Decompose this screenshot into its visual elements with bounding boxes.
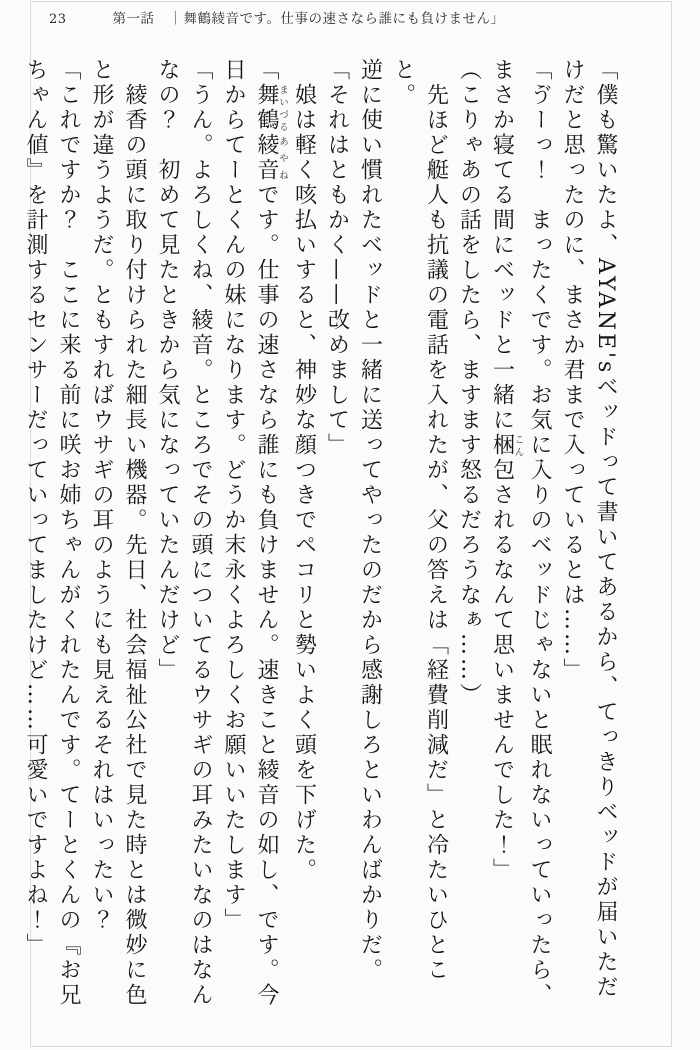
chapter-title: 舞鶴綾音です。仕事の速さなら誰にも負けません」 [183, 11, 505, 27]
text-line: 先ほど艇人も抗議の電話を入れたが、父の答えは「経費削減だ」と冷たいひとこと。 [390, 58, 449, 983]
text-line: 「うん。よろしくね、綾音。ところでその頭についてるウサギの耳みたいなのはなん [188, 58, 213, 1008]
ruby-annotated-text: 舞鶴まいづる [254, 83, 288, 133]
ruby-annotated-text: 梱こん [489, 433, 524, 458]
text-line: なの？ 初めて見たときから気になっていたんだけど」 [155, 58, 180, 683]
text-line: 綾香の頭に取り付けられた細長い機器。先日、社会福祉公社で見た時とは微妙に色 [122, 58, 147, 1008]
body-text [19, 58, 622, 1014]
text-line: 「僕も驚いたよ、AYANE'sベッドって書いてあるから、てっきりベッドが届いただ [593, 58, 618, 1001]
text-line: 逆に使い慣れたベッドと一緒に送ってやったのだから感謝しろといわんばかりだ。 [357, 58, 383, 983]
text-line: 「それはともかく——改めまして」 [324, 58, 350, 458]
text-line: まさか寝てる間にベッドと一緒に梱こん包されるなんて思いませんでした！」 [489, 58, 524, 883]
text-line: （こりゃあの話をしたら、ますます怒るだろうなぁ……） [456, 58, 482, 708]
text-line: 日からてーとくんの妹になります。どうか末永くよろしくお願いいたします」 [221, 58, 246, 933]
text-line: と形が違うようだ。ともすればウサギの耳のようにも見えるそれはいったい？ [89, 58, 114, 933]
chapter-label: 第一話 [112, 11, 155, 27]
chapter-divider: ｜ [168, 11, 183, 27]
page-number: 23 [49, 12, 67, 27]
text-line: 娘は軽く咳払いすると、神妙な顔つきでペコリと勢いよく頭を下げた。 [291, 58, 317, 883]
running-header [49, 7, 504, 27]
text-line: 「舞鶴まいづる綾音あやねです。仕事の速さなら誰にも負けません。速きこと綾音の如し、です。今 [254, 58, 288, 1008]
text-line: けだと思ったのに、まさか君まで入っているとは……」 [560, 58, 585, 683]
text-line: 「ゔーっ！ まったくです。お気に入りのベッドじゃないと眠れないっていったら、 [527, 58, 552, 1008]
text-line: 「これですか？ ここに来る前に咲お姉ちゃんがくれたんです。てーとくんの『お兄 [56, 58, 81, 1008]
text-line: ちゃん値』を計測するセンサーだっていってましたけど……可愛いですよね！」 [23, 58, 48, 958]
ruby-annotated-text: 綾音あやね [254, 133, 288, 183]
